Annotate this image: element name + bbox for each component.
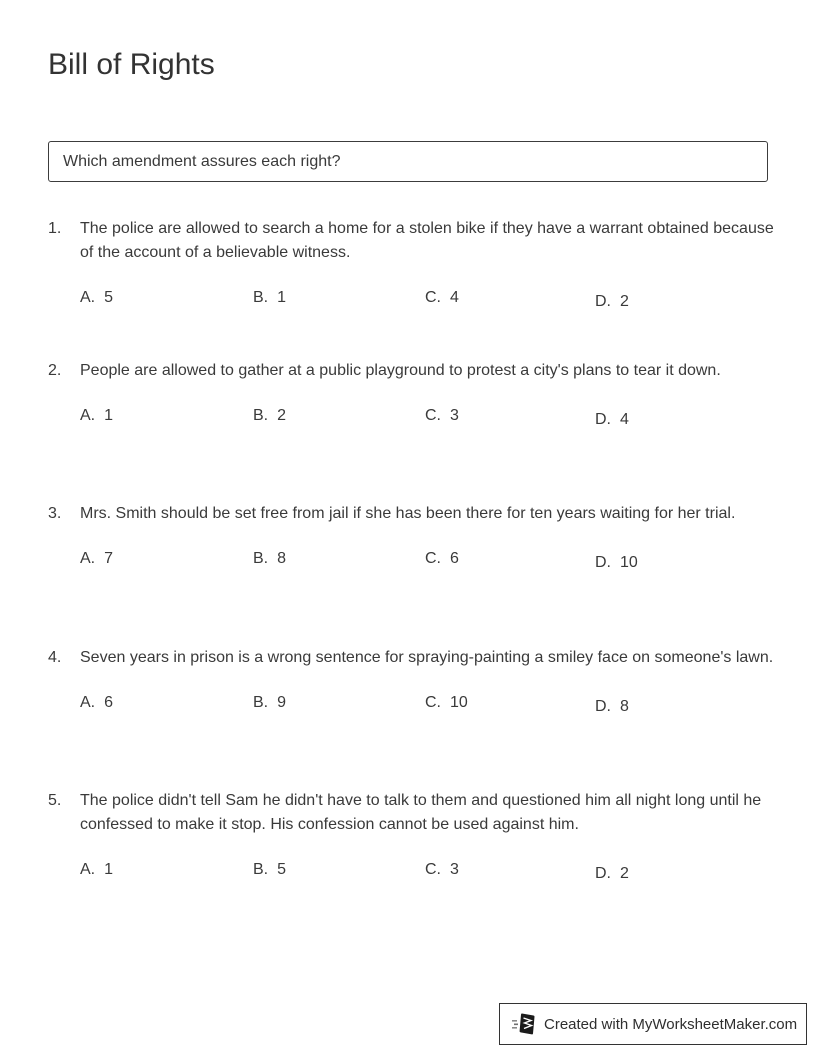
option-d: D. 2: [595, 865, 629, 882]
option-b: B. 1: [253, 289, 287, 306]
question-text: People are allowed to gather at a public playground to protest a city's plans to tear it down.: [80, 362, 721, 379]
option-c: C. 6: [425, 550, 459, 567]
question-text: The police didn't tell Sam he didn't have to talk to them and questioned him all night long until he confessed to make it stop. His confession cannot be used against him.: [80, 792, 762, 833]
option-b: B. 9: [253, 694, 287, 711]
option-a: A. 1: [80, 861, 114, 878]
option-d: D. 2: [595, 293, 629, 310]
question-number: 3.: [48, 505, 62, 522]
options-row: [80, 549, 784, 573]
option-c: C. 4: [425, 289, 459, 306]
question-number: 1.: [48, 220, 62, 237]
option-d: D. 10: [595, 554, 638, 571]
options-row: [80, 406, 784, 430]
instruction-box: [48, 141, 768, 182]
instruction-text: Which amendment assures each right?: [63, 152, 341, 170]
options-row: [80, 693, 784, 717]
question-text: The police are allowed to search a home for a stolen bike if they have a warrant obtained because of the account of a believable witness.: [80, 220, 774, 261]
page-title: Bill of Rights: [48, 48, 215, 81]
option-a: A. 7: [80, 550, 114, 567]
option-c: C. 3: [425, 407, 459, 424]
option-b: B. 2: [253, 407, 287, 424]
option-d: D. 4: [595, 411, 629, 428]
question-number: 5.: [48, 792, 62, 809]
option-c: C. 10: [425, 694, 468, 711]
option-b: B. 8: [253, 550, 287, 567]
question-number: 2.: [48, 362, 62, 379]
footer-credit-box: [499, 1003, 807, 1045]
question-text: Mrs. Smith should be set free from jail if she has been there for ten years waiting for her trial.: [80, 505, 736, 522]
option-a: A. 6: [80, 694, 114, 711]
question-1: [48, 217, 784, 312]
worksheet-maker-logo-icon: [512, 1011, 536, 1038]
options-row: [80, 288, 784, 312]
question-5: [48, 789, 784, 884]
question-2: [48, 359, 784, 430]
option-a: A. 1: [80, 407, 114, 424]
option-d: D. 8: [595, 698, 629, 715]
question-3: [48, 502, 784, 573]
options-row: [80, 860, 784, 884]
option-a: A. 5: [80, 289, 114, 306]
footer-credit-text: Created with MyWorksheetMaker.com: [544, 1015, 798, 1033]
question-text: Seven years in prison is a wrong sentence for spraying-painting a smiley face on someone's lawn.: [80, 649, 774, 666]
option-c: C. 3: [425, 861, 459, 878]
question-number: 4.: [48, 649, 62, 666]
question-4: [48, 646, 784, 717]
option-b: B. 5: [253, 861, 287, 878]
